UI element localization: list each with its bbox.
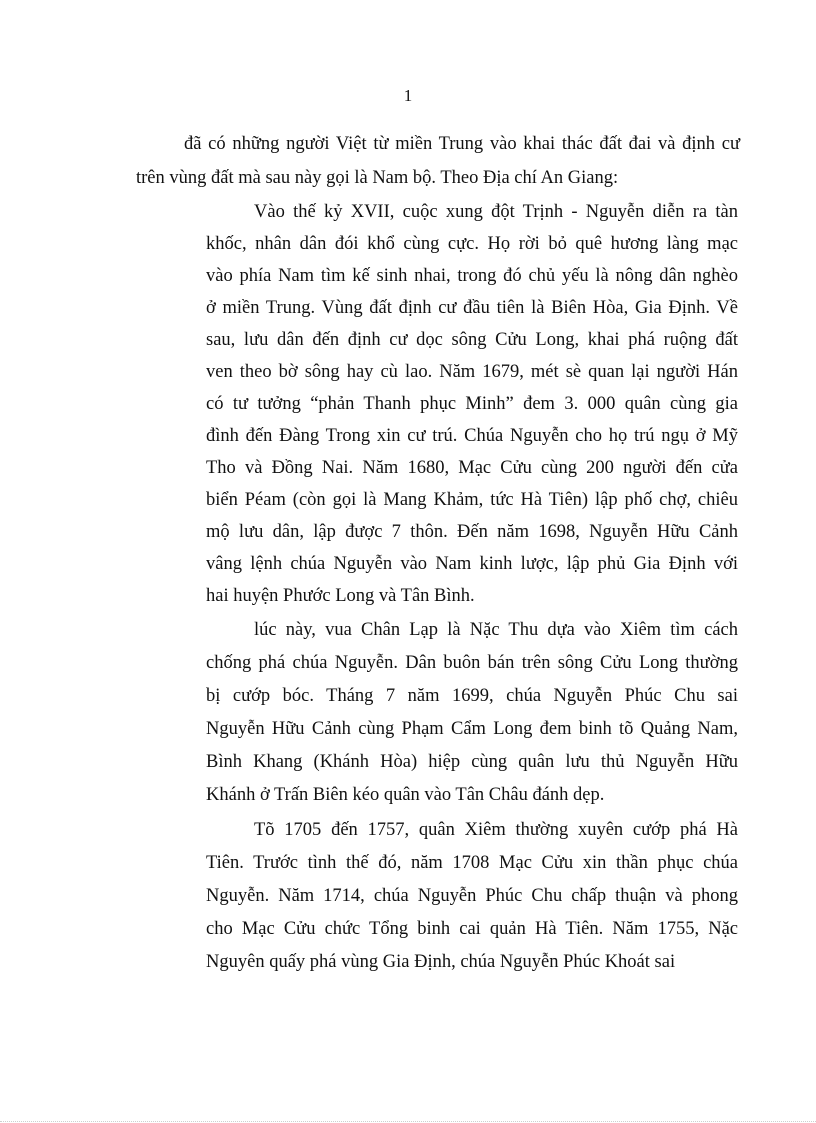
quote-line: mộ lưu dân, lập được 7 thôn. Đến năm 1698, Nguyễn Hữu Cảnh bbox=[206, 522, 738, 542]
quote-line: ở miền Trung. Vùng đất định cư đầu tiên là Biên Hòa, Gia Định. Về bbox=[206, 298, 738, 318]
quote-line: Tõ 1705 đến 1757, quân Xiêm thường xuyên cướp phá Hà bbox=[254, 820, 738, 840]
quote-line: hai huyện Phước Long và Tân Bình. bbox=[206, 586, 475, 606]
quote-line: lúc này, vua Chân Lạp là Nặc Thu dựa vào Xiêm tìm cách bbox=[254, 620, 738, 640]
quote-line: cho Mạc Cửu chức Tổng binh cai quản Hà Tiên. Năm 1755, Nặc bbox=[206, 919, 738, 939]
quote-line: sau, lưu dân đến định cư dọc sông Cửu Long, khai phá ruộng đất bbox=[206, 330, 738, 350]
quote-line: khốc, nhân dân đói khổ cùng cực. Họ rời bỏ quê hương làng mạc bbox=[206, 234, 738, 254]
quote-line: vâng lệnh chúa Nguyễn vào Nam kinh lược, lập phủ Gia Định với bbox=[206, 554, 738, 574]
quote-line: vào phía Nam tìm kế sinh nhai, trong đó chủ yếu là nông dân nghèo bbox=[206, 266, 738, 286]
page-bottom-divider bbox=[0, 1121, 816, 1122]
intro-line: đã có những người Việt từ miền Trung vào khai thác đất đai và định cư bbox=[184, 134, 740, 154]
quote-line: có tư tưởng “phản Thanh phục Minh” đem 3. 000 quân cùng gia bbox=[206, 394, 738, 414]
quote-line: Nguyễn Hữu Cảnh cùng Phạm Cẩm Long đem binh tõ Quảng Nam, bbox=[206, 719, 738, 739]
quote-line: bị cướp bóc. Tháng 7 năm 1699, chúa Nguyễn Phúc Chu sai bbox=[206, 686, 738, 706]
quote-line: Tiên. Trước tình thế đó, năm 1708 Mạc Cửu xin thần phục chúa bbox=[206, 853, 738, 873]
quote-line: chống phá chúa Nguyễn. Dân buôn bán trên sông Cửu Long thường bbox=[206, 653, 738, 673]
quote-line: Khánh ở Trấn Biên kéo quân vào Tân Châu đánh dẹp. bbox=[206, 785, 605, 805]
quote-line: Bình Khang (Khánh Hòa) hiệp cùng quân lưu thủ Nguyễn Hữu bbox=[206, 752, 738, 772]
quote-line: Vào thế kỷ XVII, cuộc xung đột Trịnh - Nguyễn diễn ra tàn bbox=[254, 202, 738, 222]
quote-line: Nguyên quấy phá vùng Gia Định, chúa Nguyễn Phúc Khoát sai bbox=[206, 952, 676, 972]
quote-line: đình đến Đàng Trong xin cư trú. Chúa Nguyễn cho họ trú ngụ ở Mỹ bbox=[206, 426, 738, 446]
page-number: 1 bbox=[403, 86, 413, 105]
quote-line: biển Péam (còn gọi là Mang Khảm, tức Hà Tiên) lập phố chợ, chiêu bbox=[206, 490, 738, 510]
quote-line: Tho và Đồng Nai. Năm 1680, Mạc Cửu cùng 200 người đến cửa bbox=[206, 458, 738, 478]
intro-line: trên vùng đất mà sau này gọi là Nam bộ. Theo Địa chí An Giang: bbox=[136, 168, 619, 188]
quote-line: ven theo bờ sông hay cù lao. Năm 1679, mét sè quan lại người Hán bbox=[206, 362, 738, 382]
quote-line: Nguyễn. Năm 1714, chúa Nguyễn Phúc Chu chấp thuận và phong bbox=[206, 886, 738, 906]
